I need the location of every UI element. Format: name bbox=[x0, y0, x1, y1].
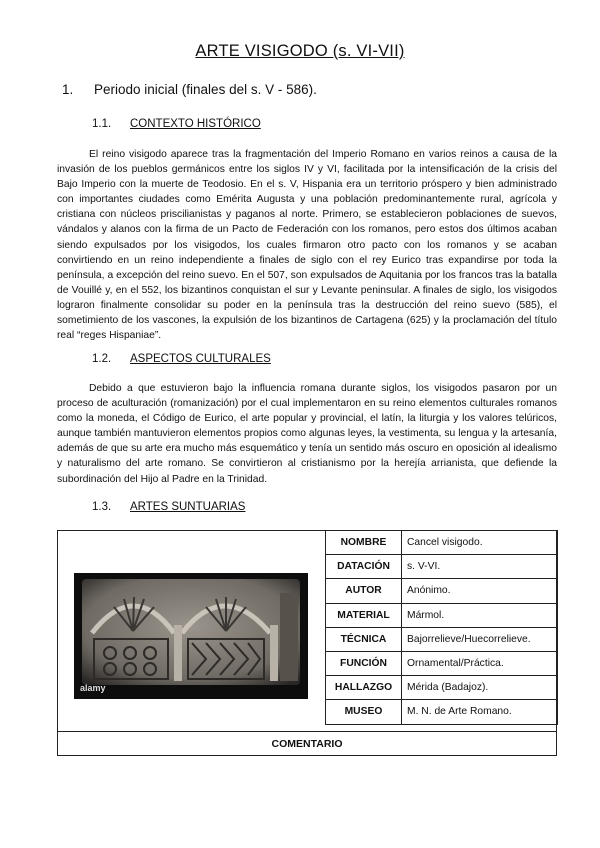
artwork-row bbox=[326, 627, 558, 651]
subsection-label: CONTEXTO HISTÓRICO bbox=[130, 118, 261, 130]
subsection-number: 1.2. bbox=[92, 353, 112, 365]
artwork-field-label: HALLAZGO bbox=[326, 676, 402, 700]
artwork-field-value: Bajorrelieve/Huecorrelieve. bbox=[402, 627, 558, 651]
artwork-row bbox=[326, 651, 558, 675]
artwork-field-label: TÉCNICA bbox=[326, 627, 402, 651]
artwork-field-value: M. N. de Arte Romano. bbox=[402, 700, 558, 724]
section-heading bbox=[62, 82, 317, 97]
subsection-heading-artes bbox=[92, 501, 245, 513]
artwork-field-label: MUSEO bbox=[326, 700, 402, 724]
paragraph-contexto: El reino visigodo aparece tras la fragmentación del Imperio Romano en varios reinos a causa de la invasión de los pueblos germánicos entre los siglos IV y VI, facilitada por la intensificación de la crisis del Bajo Imperio con la muerte de Teodosio. En el s. V, Hispania era un territorio próspero y bien administrado con importantes ciudades como Emérita Augusta y una población predominantemente rural, agrícola y cristiana con núcleos priscilianistas y paganos al norte. Primero, se establecieron poblaciones de suevos, vándalos y alanos con la firma de un Pacto de Federación con los romanos, pero estos dos últimos acaban siendo expulsados por los visigodos, los cuales firmaron otro pacto con los romanos y se acaban convirtiendo en un reino independiente a finales de siglo con el rey Eurico tras expandirse por toda la península, a excepción del reino suevo. En el 507, son expulsados de Aquitania por los francos tras la batalla de Vouillé y, en el 552, los bizantinos conquistan el sur y Levante peninsular. A finales de siglo, los visigodos lograron finalmente consolidar su poder en la península tras la destrucción del reino suevo (585), el sometimiento de los vascones, la expulsión de los bizantinos de Cartagena (625) y la proclamación del título real “reges Hispaniae”. bbox=[57, 149, 557, 342]
artwork-data-table bbox=[325, 530, 558, 725]
artwork-photo bbox=[74, 573, 308, 699]
artwork-row bbox=[326, 603, 558, 627]
artwork-row bbox=[326, 579, 558, 603]
document-title: ARTE VISIGODO (s. VI-VII) bbox=[195, 42, 405, 60]
artwork-row bbox=[326, 676, 558, 700]
artwork-field-value: Anónimo. bbox=[402, 579, 558, 603]
section-label: Periodo inicial (finales del s. V - 586). bbox=[94, 82, 317, 97]
artwork-field-label: AUTOR bbox=[326, 579, 402, 603]
subsection-heading-contexto bbox=[92, 118, 261, 130]
artwork-field-label: DATACIÓN bbox=[326, 555, 402, 579]
artwork-field-label: NOMBRE bbox=[326, 531, 402, 555]
subsection-label: ARTES SUNTUARIAS bbox=[130, 501, 246, 513]
paragraph-aspectos: Debido a que estuvieron bajo la influencia romana durante siglos, los visigodos pasaron por un proceso de aculturación (romanización) por el cual implementaron en su reino elementos culturales romanos como la moneda, el Código de Eurico, el arte popular y provincial, el latín, la liturgia y los valores telúricos, aunque también mantuvieron elementos propios como algunas leyes, la vestimenta, su lengua y la artesanía, además de que su arte era mucho más esquemático y tenía un sentido más oscuro en oposición al idealismo y naturalismo del arte romano. Se convirtieron al cristianismo por la herejía arrianista, que defiende la subordinación del Hijo al Padre en la Trinidad. bbox=[57, 383, 557, 485]
subsection-label: ASPECTOS CULTURALES bbox=[130, 353, 271, 365]
subsection-heading-aspectos bbox=[92, 353, 271, 365]
comment-label: COMENTARIO bbox=[57, 731, 557, 756]
artwork-row bbox=[326, 531, 558, 555]
artwork-field-value: Ornamental/Práctica. bbox=[402, 651, 558, 675]
artwork-field-value: s. V-VI. bbox=[402, 555, 558, 579]
photo-watermark: alamy bbox=[80, 683, 106, 693]
subsection-number: 1.3. bbox=[92, 501, 112, 513]
artwork-field-label: FUNCIÓN bbox=[326, 651, 402, 675]
artwork-field-label: MATERIAL bbox=[326, 603, 402, 627]
artwork-field-value: Mármol. bbox=[402, 603, 558, 627]
section-number: 1. bbox=[62, 82, 74, 97]
artwork-row bbox=[326, 555, 558, 579]
subsection-number: 1.1. bbox=[92, 118, 112, 130]
artwork-field-value: Mérida (Badajoz). bbox=[402, 676, 558, 700]
artwork-row bbox=[326, 700, 558, 724]
artwork-field-value: Cancel visigodo. bbox=[402, 531, 558, 555]
relief-image-icon bbox=[74, 573, 308, 699]
